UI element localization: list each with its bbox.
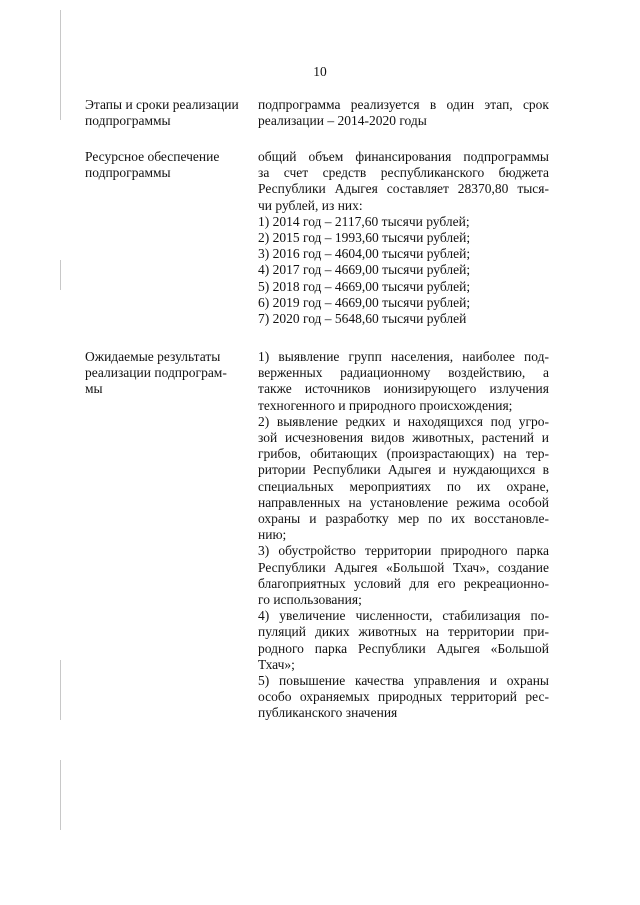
value-line: 1) выявление групп населения, наиболее под- [258, 349, 549, 364]
row-label-resources [85, 149, 255, 181]
value-line: 5) повышение качества управления и охраны [258, 673, 549, 689]
value-line: Республики Адыгея составляет 28370,80 тыся- [258, 181, 549, 197]
value-line: родного парка Республики Адыгея «Большой [258, 640, 549, 656]
value-line: специальных мероприятиях по их охране, [258, 478, 549, 494]
value-line: Тхач»; [258, 656, 295, 672]
value-line: Республики Адыгея «Большой Тхач», создание [258, 559, 549, 575]
row-label-stages [85, 97, 255, 129]
value-line: 7) 2020 год – 5648,60 тысячи рублей [258, 311, 467, 327]
value-line: чи рублей, из них: [258, 197, 363, 213]
value-line: 2) 2015 год – 1993,60 тысячи рублей; [258, 230, 471, 246]
value-line: также источников ионизирующего излучения [258, 381, 549, 397]
label-line: Ожидаемые результаты [85, 349, 221, 364]
value-line: публиканского значения [258, 705, 398, 721]
label-line: подпрограммы [85, 165, 171, 180]
value-line: 2) выявление редких и находящихся под угро- [258, 413, 549, 429]
value-line: 6) 2019 год – 4669,00 тысячи рублей; [258, 294, 471, 310]
label-line: Ресурсное обеспечение [85, 149, 220, 164]
scan-artifact [60, 260, 61, 290]
value-line: благоприятных условий для его рекреационно- [258, 575, 549, 591]
value-line: 3) 2016 год – 4604,00 тысячи рублей; [258, 246, 471, 262]
value-line: нию; [258, 527, 287, 543]
value-line: 4) 2017 год – 4669,00 тысячи рублей; [258, 262, 471, 278]
label-line: реализации подпрограм- [85, 365, 227, 380]
value-line: верженных радиационному воздействию, а [258, 365, 549, 381]
value-line: 3) обустройство территории природного парка [258, 543, 549, 559]
row-value-resources [258, 149, 549, 327]
value-line: общий объем финансирования подпрограммы [258, 149, 549, 164]
value-line: реализации – 2014-2020 годы [258, 113, 427, 129]
value-line: 1) 2014 год – 2117,60 тысячи рублей; [258, 213, 470, 229]
value-line: го использования; [258, 592, 362, 608]
value-line: подпрограмма реализуется в один этап, срок [258, 97, 549, 112]
value-line: особо охраняемых природных территорий рес- [258, 689, 549, 705]
row-value-stages [258, 97, 549, 129]
value-line: 4) увеличение численности, стабилизация по- [258, 608, 549, 624]
value-line: пуляций диких животных на территории при- [258, 624, 549, 640]
page-number: 10 [313, 64, 327, 79]
value-line: грибов, обитающих (произрастающих) на тер- [258, 446, 549, 462]
row-value-results [258, 349, 549, 722]
label-line: подпрограммы [85, 113, 171, 128]
value-line: охраны и разработку мер по их восстановле- [258, 511, 549, 527]
value-line: зой исчезновения видов животных, растений и [258, 430, 549, 446]
value-line: техногенного и природного происхождения; [258, 397, 513, 413]
scan-artifact [60, 660, 61, 720]
value-line: ритории Республики Адыгея и нуждающихся в [258, 462, 549, 478]
label-line: Этапы и сроки реализации [85, 97, 239, 112]
value-line: за счет средств республиканского бюджета [258, 165, 549, 181]
value-line: направленных на установление режима особой [258, 494, 549, 510]
value-line: 5) 2018 год – 4669,00 тысячи рублей; [258, 278, 471, 294]
scan-artifact [60, 760, 61, 830]
row-label-results [85, 349, 255, 397]
label-line: мы [85, 381, 103, 396]
